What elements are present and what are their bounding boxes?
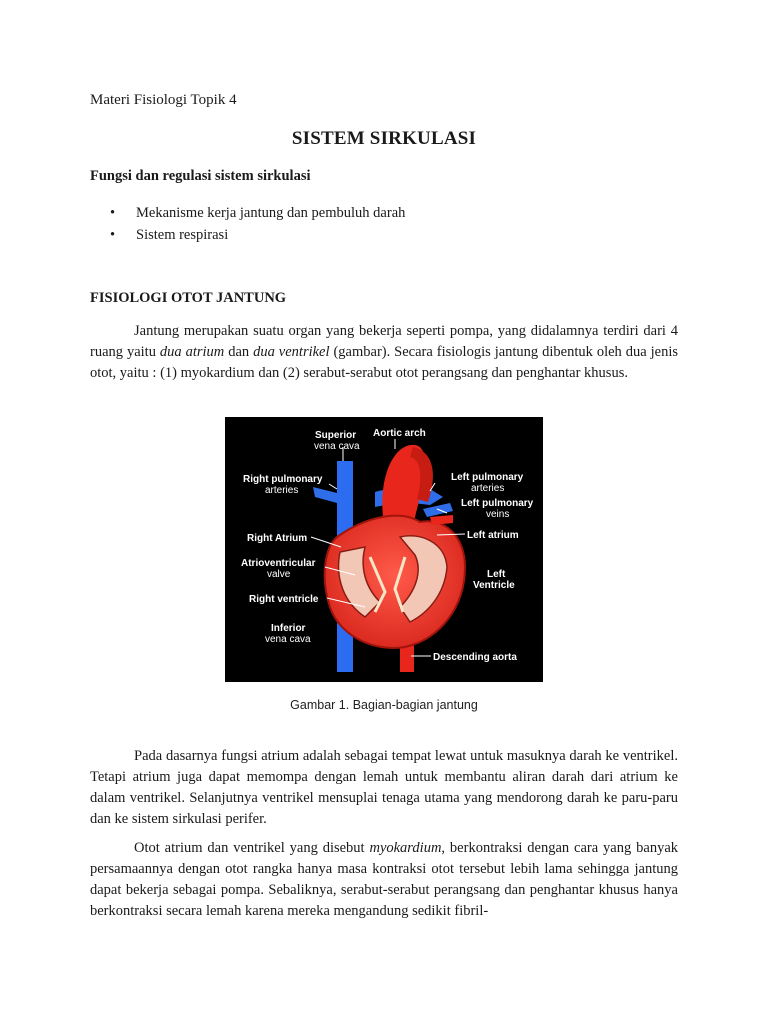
bullet-icon: • bbox=[110, 227, 116, 243]
paragraph-myokardium: Otot atrium dan ventrikel yang disebut myokardium, berkontraksi dengan cara yang banyak persamaannya dengan otot rangka hanya masa kontraksi otot tersebut lebih lama sehingga jantung dapat bekerja sebagai pompa. Sebaliknya, serabut-serabut perangsang dan penghantar khusus hanya berkontraksi secara lemah karena mereka mengandung sedikit fibril- bbox=[90, 840, 679, 919]
paragraph-atrium: Pada dasarnya fungsi atrium adalah sebagai tempat lewat untuk masuknya darah ke ventrikel. Tetapi atrium juga dapat memompa dengan lemah untuk membantu aliran darah dari atrium ke dalam ventrikel. Selanjutnya ventrikel mensuplai tenaga utama yang mendorong darah ke paru-paru dan ke sistem sirkulasi perifer. bbox=[90, 748, 678, 827]
document-title: SISTEM SIRKULASI bbox=[291, 128, 477, 149]
label-valve: valve bbox=[267, 569, 291, 580]
label-inferior-vena-cava: vena cava bbox=[265, 634, 311, 645]
label-aortic-arch: Aortic arch bbox=[373, 428, 426, 439]
document-header: Materi Fisiologi Topik 4 bbox=[90, 92, 237, 108]
section-heading-fisiologi: FISIOLOGI OTOT JANTUNG bbox=[90, 290, 287, 306]
label-superior: Superior bbox=[315, 430, 357, 441]
label-left-pulmonary-veins: Left pulmonary bbox=[461, 498, 534, 509]
label-ventricle: Ventricle bbox=[473, 580, 515, 591]
label-left-pulmonary-arteries: Left pulmonary bbox=[451, 472, 524, 483]
bullet-icon: • bbox=[110, 205, 116, 221]
bullet-list bbox=[110, 202, 405, 246]
label-right-atrium: Right Atrium bbox=[247, 533, 308, 544]
figure-caption: Gambar 1. Bagian-bagian jantung bbox=[290, 698, 478, 712]
list-item: • Mekanisme kerja jantung dan pembuluh darah bbox=[110, 202, 405, 224]
label-left-pulmonary-arteries-2: arteries bbox=[471, 483, 505, 494]
label-atrioventricular: Atrioventricular bbox=[241, 558, 316, 569]
section-heading-fungsi: Fungsi dan regulasi sistem sirkulasi bbox=[90, 168, 311, 184]
label-left: Left bbox=[487, 569, 506, 580]
paragraph-jantung: Jantung merupakan suatu organ yang bekerja seperti pompa, yang didalamnya terdiri dari 4 ruang yaitu dua atrium dan dua ventrikel (gambar). Secara fisiologis jantung dibentuk oleh dua jenis otot, yaitu : (1) myokardium dan (2) serabut-serabut otot perangsang dan penghantar khusus. bbox=[90, 323, 678, 381]
label-left-pulmonary-veins-2: veins bbox=[486, 509, 510, 520]
list-item: • Sistem respirasi bbox=[110, 224, 405, 246]
heart-diagram bbox=[225, 417, 543, 682]
label-left-atrium: Left atrium bbox=[467, 530, 519, 541]
label-vena-cava: vena cava bbox=[314, 441, 360, 452]
label-right-pulmonary: Right pulmonary bbox=[243, 474, 323, 485]
label-inferior: Inferior bbox=[271, 623, 306, 634]
label-descending-aorta: Descending aorta bbox=[433, 652, 517, 663]
label-arteries: arteries bbox=[265, 485, 299, 496]
label-right-ventricle: Right ventricle bbox=[249, 594, 319, 605]
